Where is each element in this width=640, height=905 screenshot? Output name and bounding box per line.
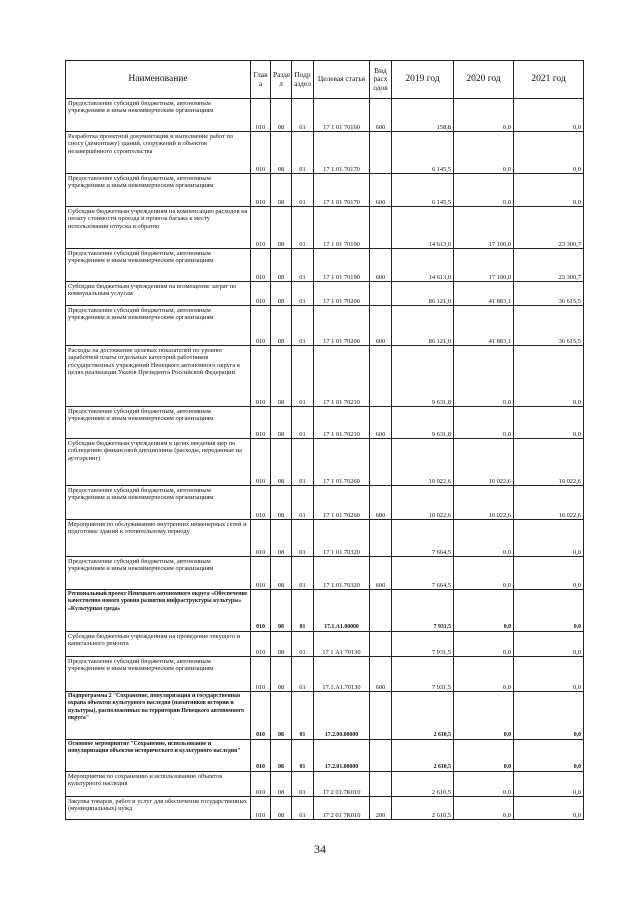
row-name-cell: Предоставление субсидий бюджетным, автономным учреждениям и иным некоммерческим организациям xyxy=(66,306,251,346)
row-glava-cell: 010 xyxy=(251,407,271,439)
row-2019-cell: 158,8 xyxy=(392,99,454,132)
row-2019-cell: 2 610,5 xyxy=(392,797,454,820)
row-name-cell: Субсидии бюджетным учреждениям на проведение текущего и капитального ремонта xyxy=(66,632,251,657)
header-article: Целевая статья xyxy=(314,61,370,99)
table-row xyxy=(66,692,584,740)
row-2021-cell: 0,0 xyxy=(514,346,584,407)
row-razdel-cell: 08 xyxy=(271,407,292,439)
row-glava-cell: 010 xyxy=(251,207,271,249)
table-row xyxy=(66,346,584,407)
row-2020-cell: 0,0 xyxy=(454,407,514,439)
row-razdel-cell: 08 xyxy=(271,249,292,282)
row-name-cell: Предоставление субсидий бюджетным, автономным учреждениям и иным некоммерческим организациям xyxy=(66,249,251,282)
row-glava-cell: 010 xyxy=(251,657,271,692)
row-2021-cell: 0,0 xyxy=(514,797,584,820)
row-name-cell: Разработка проектной документации и выполнение работ по сносу (демонтажу) зданий, сооружений и объектов незавершённого строительства xyxy=(66,132,251,174)
row-name-cell: Региональный проект Ненецкого автономного округа «Обеспечение качественно нового уровня развития инфраструктуры культуры» «Культурная среда» xyxy=(66,590,251,632)
row-article-cell: 17.1.А1.00000 xyxy=(314,590,370,632)
header-name: Наименование xyxy=(66,61,251,99)
row-razdel-cell: 08 xyxy=(271,486,292,520)
row-2019-cell: 86 121,0 xyxy=(392,282,454,306)
row-glava-cell: 010 xyxy=(251,99,271,132)
row-name-cell: Мероприятия по обслуживанию внутренних инженерных сетей и подготовке зданий к отопительному периоду xyxy=(66,520,251,557)
row-name-cell: Субсидии бюджетным учреждениям в целях введения мер по соблюдению финансовой дисциплины (расходы, переданные на аутсорсинг) xyxy=(66,439,251,486)
row-2021-cell: 23 300,7 xyxy=(514,207,584,249)
header-vid: Вид расх одов xyxy=(370,61,392,99)
row-razdel-cell: 08 xyxy=(271,590,292,632)
row-2020-cell: 17 100,0 xyxy=(454,249,514,282)
row-podrazdel-cell: 01 xyxy=(292,590,314,632)
row-razdel-cell: 08 xyxy=(271,772,292,797)
row-razdel-cell: 08 xyxy=(271,207,292,249)
row-glava-cell: 010 xyxy=(251,557,271,590)
row-podrazdel-cell: 01 xyxy=(292,772,314,797)
row-name-cell: Субсидии бюджетным учреждениям на компенсацию расходов на оплату стоимости проезда и провоза багажа к месту использования отпуска и обратно xyxy=(66,207,251,249)
row-name-cell: Предоставление субсидий бюджетным, автономным учреждениям и иным некоммерческим организациям xyxy=(66,557,251,590)
row-podrazdel-cell: 01 xyxy=(292,174,314,207)
row-vid-cell: 200 xyxy=(370,797,392,820)
table-row xyxy=(66,772,584,797)
row-article-cell: 17 1 А1 70130 xyxy=(314,632,370,657)
row-2020-cell: 0,0 xyxy=(454,557,514,590)
row-name-cell: Предоставление субсидий бюджетным, автономным учреждениям и иным некоммерческим организациям xyxy=(66,174,251,207)
row-2020-cell: 10 022,6 xyxy=(454,439,514,486)
row-podrazdel-cell: 01 xyxy=(292,797,314,820)
row-vid-cell: 600 xyxy=(370,657,392,692)
row-article-cell: 17 1 01 70190 xyxy=(314,249,370,282)
row-article-cell: 17 1 01 70200 xyxy=(314,282,370,306)
row-article-cell: 17 1.01.70170 xyxy=(314,132,370,174)
table-row xyxy=(66,407,584,439)
table-row xyxy=(66,439,584,486)
row-2019-cell: 7 931,5 xyxy=(392,657,454,692)
row-podrazdel-cell: 01 xyxy=(292,207,314,249)
row-name-cell: Закупка товаров, работ и услуг для обеспечения государственных (муниципальных) нужд xyxy=(66,797,251,820)
row-2019-cell: 6 145,5 xyxy=(392,132,454,174)
row-vid-cell xyxy=(370,346,392,407)
row-vid-cell: 600 xyxy=(370,306,392,346)
row-podrazdel-cell: 01 xyxy=(292,439,314,486)
header-glava: Глав а xyxy=(251,61,271,99)
row-2020-cell: 0,0 xyxy=(454,174,514,207)
row-razdel-cell: 08 xyxy=(271,657,292,692)
header-razdel: Разде л xyxy=(271,61,292,99)
row-article-cell: 17 1 01 70260 xyxy=(314,486,370,520)
row-2021-cell: 10 022,6 xyxy=(514,439,584,486)
row-glava-cell: 010 xyxy=(251,282,271,306)
row-2019-cell: 86 121,0 xyxy=(392,306,454,346)
row-2021-cell: 36 615,5 xyxy=(514,306,584,346)
row-glava-cell: 010 xyxy=(251,439,271,486)
row-podrazdel-cell: 01 xyxy=(292,99,314,132)
row-2019-cell: 7 664,5 xyxy=(392,520,454,557)
row-2020-cell: 0,0 xyxy=(454,590,514,632)
row-razdel-cell: 08 xyxy=(271,282,292,306)
row-podrazdel-cell: 01 xyxy=(292,557,314,590)
row-vid-cell: 600 xyxy=(370,249,392,282)
row-razdel-cell: 08 xyxy=(271,632,292,657)
row-2021-cell: 0,0 xyxy=(514,740,584,772)
row-glava-cell: 010 xyxy=(251,486,271,520)
row-razdel-cell: 08 xyxy=(271,346,292,407)
table-row xyxy=(66,207,584,249)
header-2019: 2019 год xyxy=(392,61,454,99)
row-razdel-cell: 08 xyxy=(271,692,292,740)
row-podrazdel-cell: 01 xyxy=(292,692,314,740)
row-2021-cell: 0,0 xyxy=(514,657,584,692)
row-podrazdel-cell: 01 xyxy=(292,306,314,346)
table-row xyxy=(66,557,584,590)
row-2019-cell: 2 610,5 xyxy=(392,740,454,772)
row-2021-cell: 0,0 xyxy=(514,590,584,632)
row-razdel-cell: 08 xyxy=(271,132,292,174)
row-2020-cell: 0,0 xyxy=(454,772,514,797)
row-vid-cell xyxy=(370,132,392,174)
row-vid-cell xyxy=(370,439,392,486)
table-row xyxy=(66,99,584,132)
row-podrazdel-cell: 01 xyxy=(292,486,314,520)
row-article-cell: 17 1 01 70190 xyxy=(314,207,370,249)
row-2021-cell: 0,0 xyxy=(514,99,584,132)
row-vid-cell xyxy=(370,740,392,772)
row-razdel-cell: 08 xyxy=(271,740,292,772)
row-2021-cell: 0,0 xyxy=(514,557,584,590)
row-article-cell: 17 2 01.7К010 xyxy=(314,772,370,797)
row-glava-cell: 010 xyxy=(251,132,271,174)
row-article-cell: 17 1 01 70320 xyxy=(314,520,370,557)
row-2019-cell: 2 610,5 xyxy=(392,772,454,797)
row-glava-cell: 010 xyxy=(251,346,271,407)
row-vid-cell: 600 xyxy=(370,486,392,520)
row-2019-cell: 7 664,5 xyxy=(392,557,454,590)
row-podrazdel-cell: 01 xyxy=(292,632,314,657)
row-2021-cell: 0,0 xyxy=(514,174,584,207)
row-vid-cell xyxy=(370,632,392,657)
row-vid-cell xyxy=(370,207,392,249)
table-row xyxy=(66,174,584,207)
table-row xyxy=(66,486,584,520)
row-2020-cell: 0,0 xyxy=(454,132,514,174)
row-podrazdel-cell: 01 xyxy=(292,740,314,772)
row-vid-cell xyxy=(370,520,392,557)
row-article-cell: 17.2.01.00000 xyxy=(314,740,370,772)
row-2020-cell: 17 100,0 xyxy=(454,207,514,249)
row-glava-cell: 010 xyxy=(251,306,271,346)
row-2021-cell: 10 022,6 xyxy=(514,486,584,520)
row-article-cell: 17.1.А1.70130 xyxy=(314,657,370,692)
row-2021-cell: 0,0 xyxy=(514,407,584,439)
row-article-cell: 17 2 01 7К010 xyxy=(314,797,370,820)
row-vid-cell: 600 xyxy=(370,407,392,439)
row-name-cell: Мероприятия по сохранению и использованию объектов культурного наследия xyxy=(66,772,251,797)
row-vid-cell xyxy=(370,282,392,306)
row-2021-cell: 23 300,7 xyxy=(514,249,584,282)
row-2021-cell: 0,0 xyxy=(514,632,584,657)
row-2019-cell: 9 631,8 xyxy=(392,407,454,439)
table-row xyxy=(66,740,584,772)
row-podrazdel-cell: 01 xyxy=(292,520,314,557)
budget-table xyxy=(65,60,584,820)
row-2020-cell: 0,0 xyxy=(454,520,514,557)
row-2020-cell: 0,0 xyxy=(454,692,514,740)
row-2019-cell: 7 931,5 xyxy=(392,632,454,657)
row-2020-cell: 0,0 xyxy=(454,346,514,407)
row-podrazdel-cell: 01 xyxy=(292,249,314,282)
row-glava-cell: 010 xyxy=(251,174,271,207)
table-row xyxy=(66,282,584,306)
table-row xyxy=(66,520,584,557)
row-2019-cell: 14 613,0 xyxy=(392,249,454,282)
row-article-cell: 17 1 01 70200 xyxy=(314,306,370,346)
row-razdel-cell: 08 xyxy=(271,174,292,207)
table-row xyxy=(66,249,584,282)
row-name-cell: Расходы на достижение целевых показателей по уровню заработной платы отдельных категорий работников государственных учреждений Ненецкого автономного округа в целях реализации Указов Президента Российской Федерации xyxy=(66,346,251,407)
page-number: 34 xyxy=(314,842,326,856)
header-2021: 2021 год xyxy=(514,61,584,99)
row-glava-cell: 010 xyxy=(251,740,271,772)
row-2021-cell: 0,0 xyxy=(514,692,584,740)
table-row xyxy=(66,797,584,820)
header-2020: 2020 год xyxy=(454,61,514,99)
table-header-row xyxy=(66,61,584,99)
row-article-cell: 17 1 01.70210 xyxy=(314,407,370,439)
row-article-cell: 17 1 01 70160 xyxy=(314,99,370,132)
row-razdel-cell: 08 xyxy=(271,797,292,820)
row-article-cell: 17 1.01.70320 xyxy=(314,557,370,590)
row-podrazdel-cell: 01 xyxy=(292,346,314,407)
header-podrazdel: Подр аздел xyxy=(292,61,314,99)
row-2019-cell: 7 931,5 xyxy=(392,590,454,632)
row-glava-cell: 010 xyxy=(251,520,271,557)
row-article-cell: 17 1 01.70260 xyxy=(314,439,370,486)
row-2021-cell: 0,0 xyxy=(514,132,584,174)
table-row xyxy=(66,132,584,174)
row-podrazdel-cell: 01 xyxy=(292,657,314,692)
row-2019-cell: 2 610,5 xyxy=(392,692,454,740)
row-2020-cell: 0,0 xyxy=(454,740,514,772)
row-2020-cell: 41 883,1 xyxy=(454,282,514,306)
row-2020-cell: 10 022,6 xyxy=(454,486,514,520)
row-article-cell: 17 1 01 70210 xyxy=(314,346,370,407)
row-name-cell: Предоставление субсидий бюджетным, автономным учреждениям и иным некоммерческим организациям xyxy=(66,486,251,520)
row-article-cell: 17.2.00.00000 xyxy=(314,692,370,740)
row-2021-cell: 0,0 xyxy=(514,772,584,797)
row-razdel-cell: 08 xyxy=(271,439,292,486)
table-row xyxy=(66,657,584,692)
row-2021-cell: 36 615,5 xyxy=(514,282,584,306)
row-glava-cell: 010 xyxy=(251,797,271,820)
row-vid-cell: 600 xyxy=(370,557,392,590)
row-2021-cell: 0,0 xyxy=(514,520,584,557)
row-podrazdel-cell: 01 xyxy=(292,407,314,439)
table-row xyxy=(66,306,584,346)
row-2020-cell: 0,0 xyxy=(454,99,514,132)
row-name-cell: Предоставление субсидий бюджетным, автономным учреждениям и иным некоммерческим организациям xyxy=(66,99,251,132)
row-name-cell: Основное мероприятие "Сохранение, использование и популяризация объектов исторического и культурного наследия" xyxy=(66,740,251,772)
row-razdel-cell: 08 xyxy=(271,99,292,132)
row-glava-cell: 010 xyxy=(251,590,271,632)
row-vid-cell: 600 xyxy=(370,174,392,207)
row-2019-cell: 9 631,8 xyxy=(392,346,454,407)
row-glava-cell: 010 xyxy=(251,692,271,740)
row-vid-cell xyxy=(370,590,392,632)
row-2020-cell: 0,0 xyxy=(454,797,514,820)
row-vid-cell xyxy=(370,692,392,740)
row-razdel-cell: 08 xyxy=(271,557,292,590)
row-2019-cell: 10 022,6 xyxy=(392,486,454,520)
table-row xyxy=(66,590,584,632)
row-2019-cell: 6 145,5 xyxy=(392,174,454,207)
row-2020-cell: 0,0 xyxy=(454,632,514,657)
row-glava-cell: 010 xyxy=(251,632,271,657)
row-article-cell: 17 1 01 70170 xyxy=(314,174,370,207)
row-vid-cell: 600 xyxy=(370,99,392,132)
row-podrazdel-cell: 01 xyxy=(292,282,314,306)
row-2020-cell: 0,0 xyxy=(454,657,514,692)
row-razdel-cell: 08 xyxy=(271,520,292,557)
row-name-cell: Подпрограмма 2 "Сохранение, популяризация и государственная охрана объектов культурного наследия (памятников истории и культуры), расположенных на территории Ненецкого автономного округа" xyxy=(66,692,251,740)
row-2019-cell: 14 613,0 xyxy=(392,207,454,249)
row-name-cell: Предоставление субсидий бюджетным, автономным учреждениям и иным некоммерческим организациям xyxy=(66,657,251,692)
row-podrazdel-cell: 01 xyxy=(292,132,314,174)
row-name-cell: Предоставление субсидий бюджетным, автономным учреждениям и иным некоммерческим организациям xyxy=(66,407,251,439)
row-2020-cell: 41 883,1 xyxy=(454,306,514,346)
row-razdel-cell: 08 xyxy=(271,306,292,346)
row-vid-cell xyxy=(370,772,392,797)
table-row xyxy=(66,632,584,657)
row-name-cell: Субсидии бюджетным учреждениям на возмещение затрат по коммунальным услугам xyxy=(66,282,251,306)
row-2019-cell: 10 022,6 xyxy=(392,439,454,486)
row-glava-cell: 010 xyxy=(251,249,271,282)
row-glava-cell: 010 xyxy=(251,772,271,797)
